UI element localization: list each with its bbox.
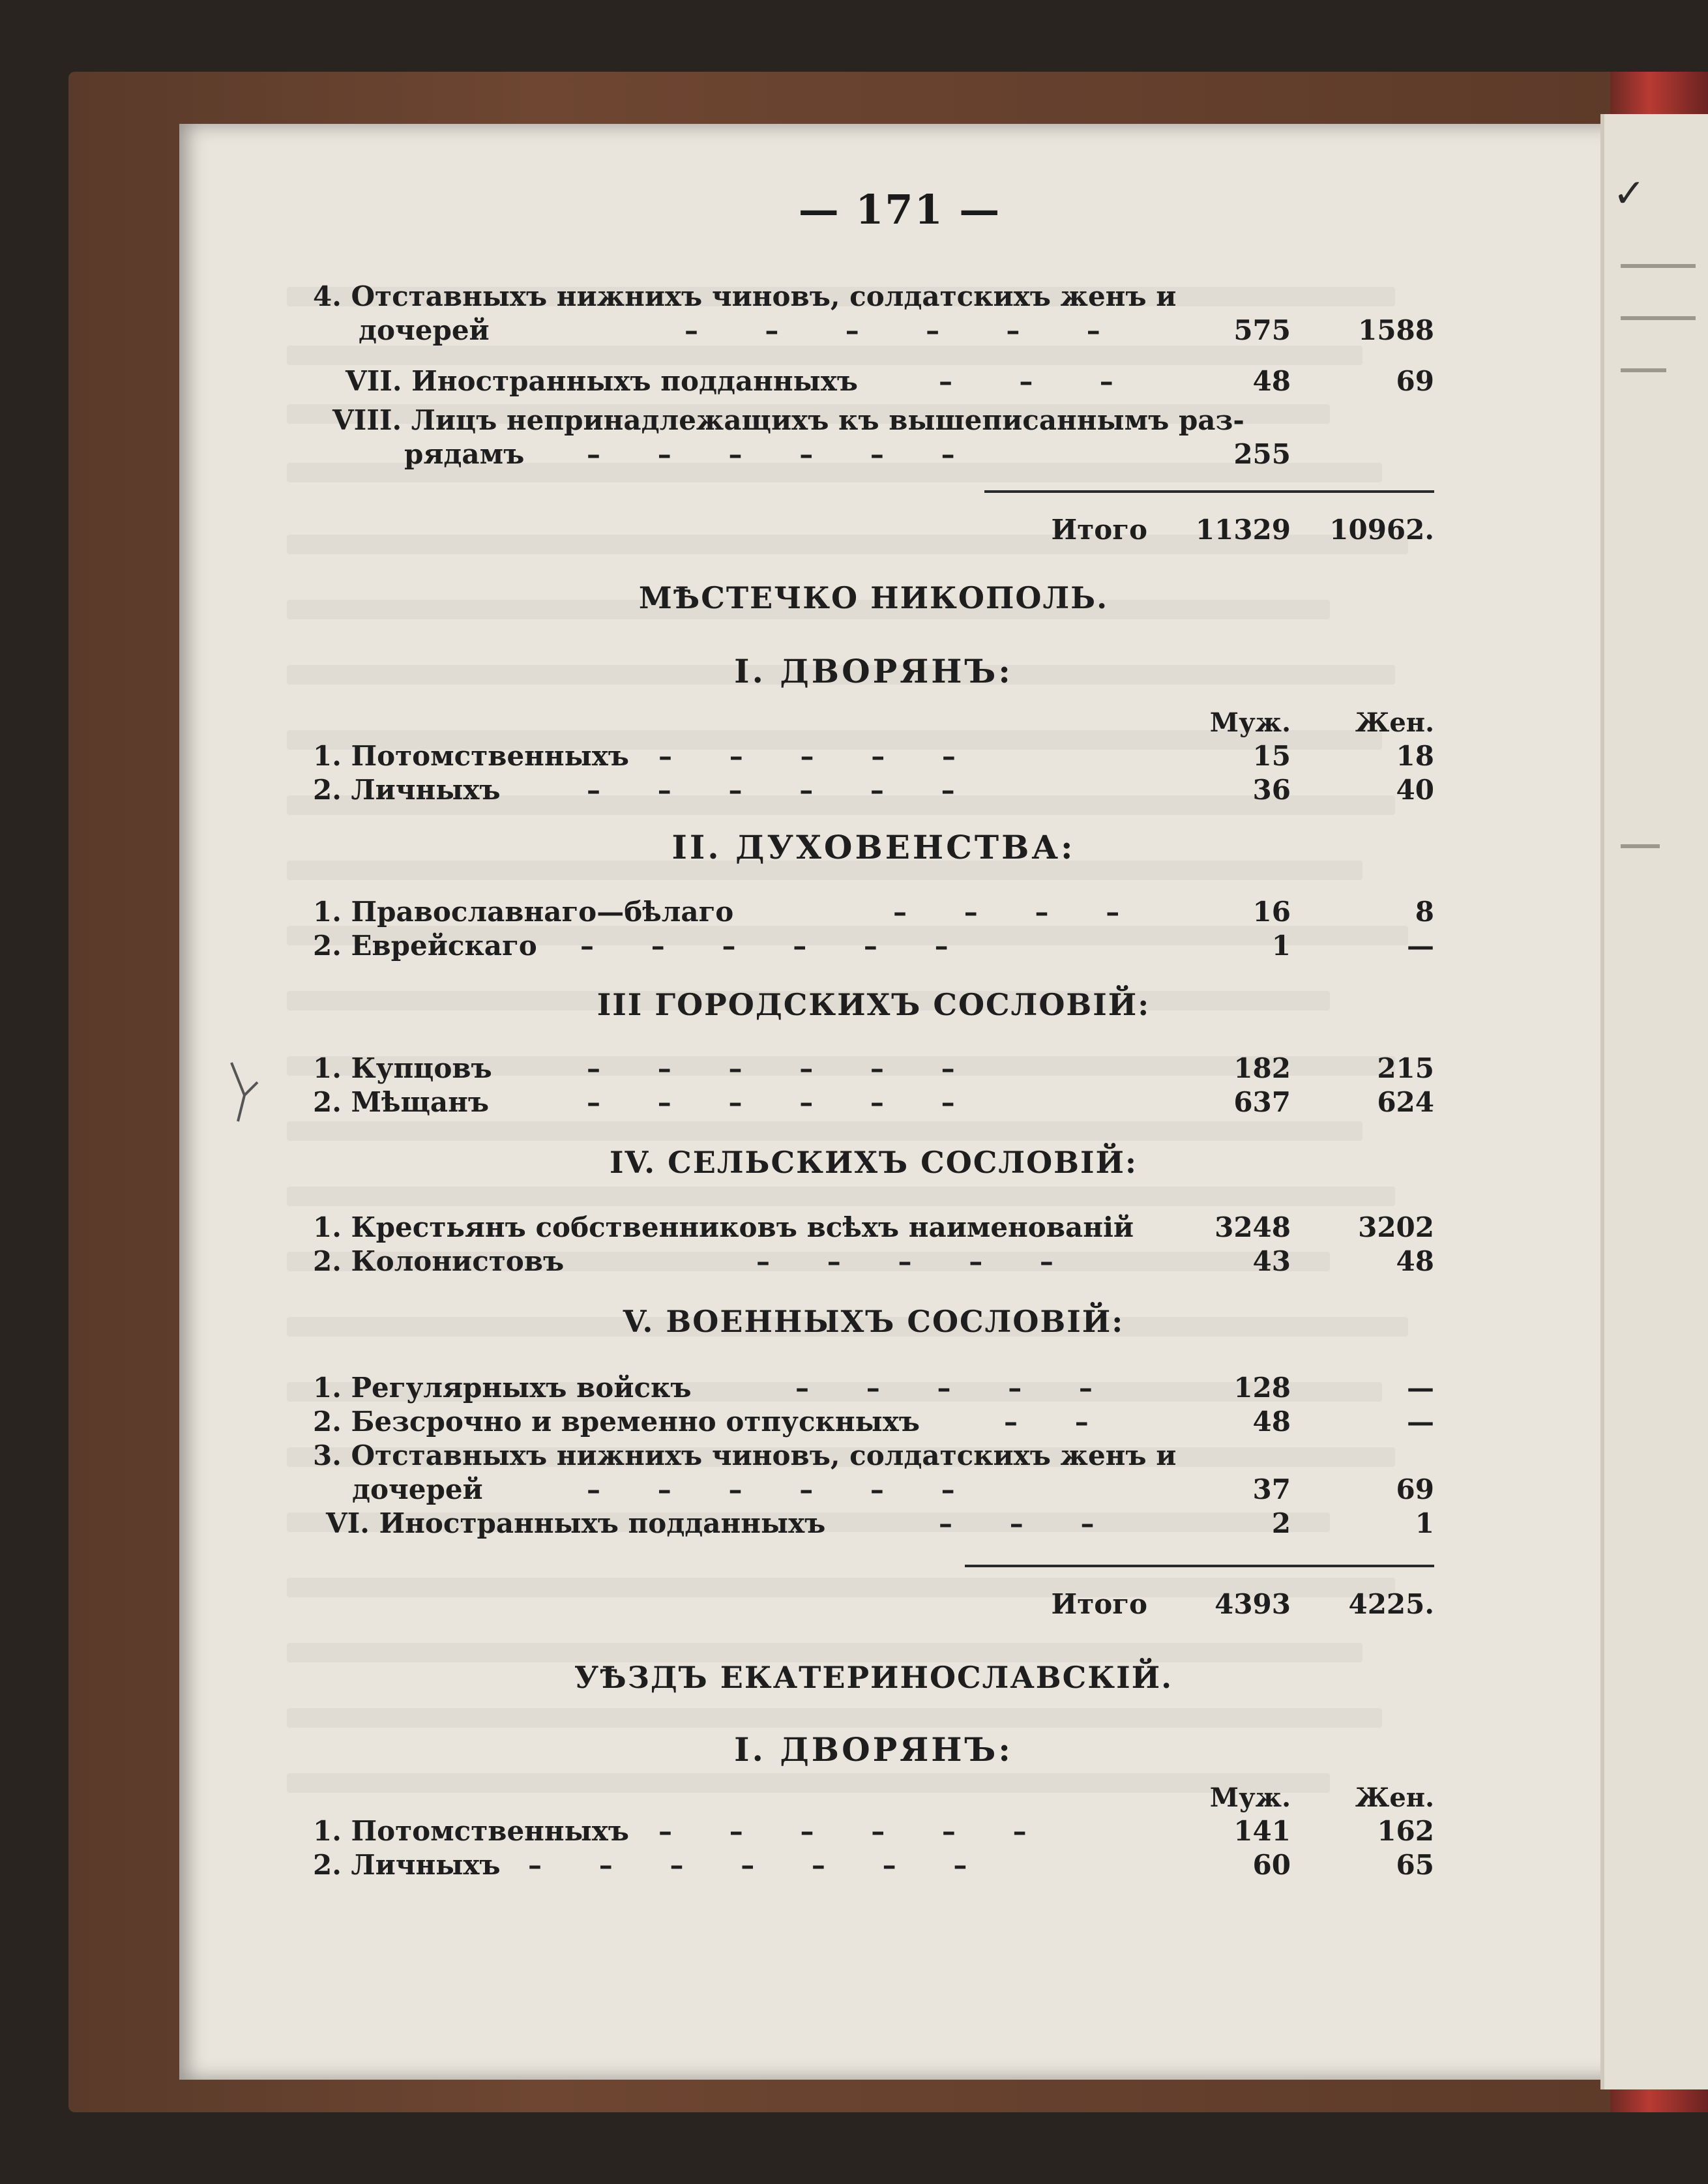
next-page-text-line <box>1621 264 1696 268</box>
table-row: 1. Купцовъ – – – – – – 182 215 <box>313 1052 1434 1084</box>
column-headers: Муж. Жен. <box>1209 707 1434 738</box>
section-title: I. ДВОРЯНЪ: <box>734 652 1013 690</box>
total-row: Итого 4393 4225. <box>1051 1588 1434 1620</box>
column-headers: Муж. Жен. <box>1209 1782 1434 1813</box>
next-page-edge <box>1600 114 1708 2089</box>
table-row: 1. Потомственныхъ – – – – – – 141 162 <box>313 1815 1434 1847</box>
total-row: Итого 11329 10962. <box>1051 514 1434 546</box>
section-title: II. ДУХОВЕНСТВА: <box>671 828 1076 866</box>
section-title: I. ДВОРЯНЪ: <box>734 1730 1013 1769</box>
next-page-text-line <box>1621 844 1660 848</box>
table-row: 4. Отставныхъ нижнихъ чиновъ, солдатскихъ женъ и <box>313 280 1177 312</box>
table-row: дочерей – – – – – – 37 69 <box>352 1473 1434 1505</box>
section-title: IV. СЕЛЬСКИХЪ СОСЛОВІЙ: <box>609 1145 1138 1180</box>
table-row: VIII. Лицъ непринадлежащихъ къ вышеписаннымъ раз- <box>332 404 1244 436</box>
table-row: 1. Регулярныхъ войскъ – – – – – 128 — <box>313 1372 1434 1404</box>
pencil-margin-mark <box>225 1056 264 1134</box>
total-rule <box>984 490 1434 493</box>
table-row: 2. Колонистовъ – – – – – 43 48 <box>313 1245 1434 1277</box>
table-row: 3. Отставныхъ нижнихъ чиновъ, солдатскихъ женъ и <box>313 1439 1177 1471</box>
table-row: 2. Безсрочно и временно отпускныхъ – – 48 — <box>313 1406 1434 1438</box>
next-page-text-line <box>1621 316 1696 320</box>
table-row: 2. Мѣщанъ – – – – – – 637 624 <box>313 1086 1434 1118</box>
section-title: V. ВОЕННЫХЪ СОСЛОВІЙ: <box>623 1304 1125 1339</box>
district-title: УѢЗДЪ ЕКАТЕРИНОСЛАВСКІЙ. <box>574 1660 1173 1695</box>
table-row: 1. Крестьянъ собственниковъ всѣхъ наименованій 3248 3202 <box>313 1211 1434 1243</box>
section-title: III ГОРОДСКИХЪ СОСЛОВІЙ: <box>596 987 1151 1022</box>
table-row: 1. Потомственныхъ – – – – – 15 18 <box>313 740 1434 772</box>
next-page-text-line <box>1621 368 1666 372</box>
table-row: VII. Иностранныхъ подданныхъ – – – 48 69 <box>346 365 1434 397</box>
table-row: рядамъ – – – – – – 255 <box>404 438 1291 470</box>
table-row: 2. Еврейскаго – – – – – – 1 — <box>313 930 1434 962</box>
table-row: VI. Иностранныхъ подданныхъ – – – 2 1 <box>326 1507 1434 1539</box>
table-row: 2. Личныхъ – – – – – – – 60 65 <box>313 1849 1434 1881</box>
table-row: 2. Личныхъ – – – – – – 36 40 <box>313 774 1434 806</box>
table-row: дочерей – – – – – – 575 1588 <box>359 314 1434 346</box>
pencil-arrow-mark: ✓ <box>1613 171 1646 216</box>
table-row: 1. Православнаго—бѣлаго – – – – 16 8 <box>313 896 1434 928</box>
page-number: — 171 — <box>798 186 1001 233</box>
town-title: МѢСТЕЧКО НИКОПОЛЬ. <box>638 580 1109 615</box>
total-rule <box>965 1565 1434 1567</box>
